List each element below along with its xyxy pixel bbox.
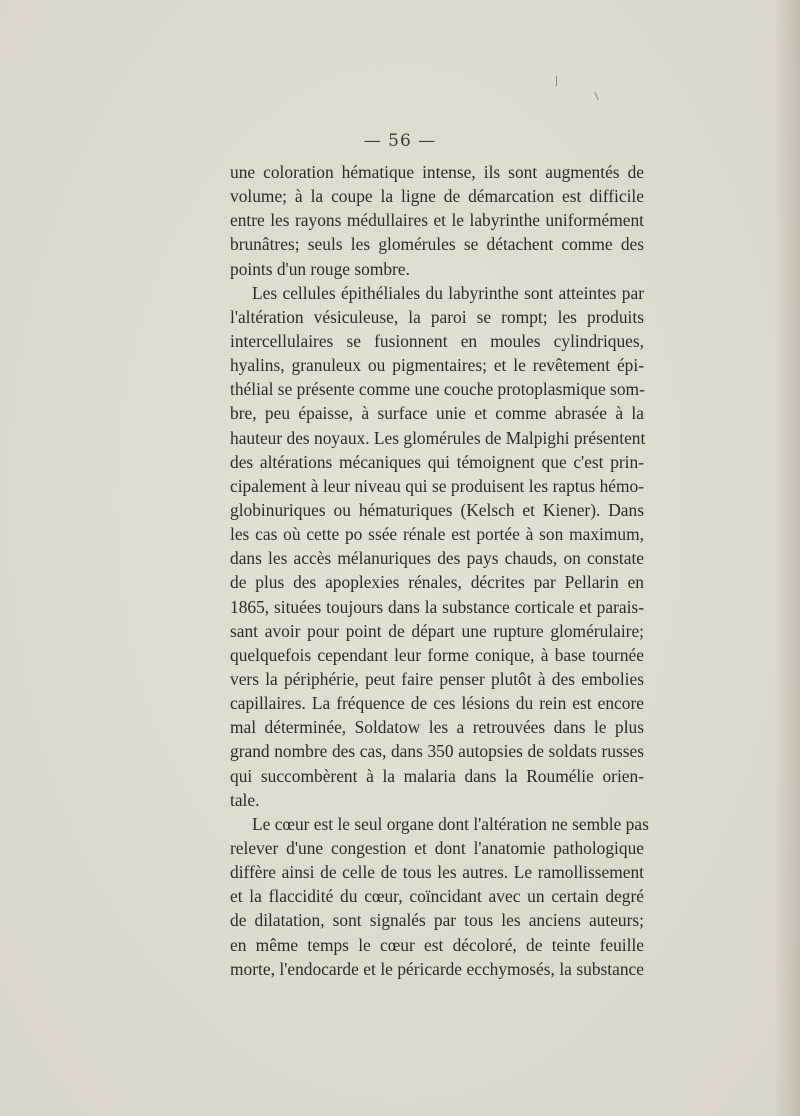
text-line: bre, peu épaisse, à surface unie et comme abrasée à la <box>230 403 644 424</box>
text-line: tale. <box>230 789 260 810</box>
text-line: globinuriques ou hématuriques (Kelsch et Kiener). Dans <box>230 499 644 520</box>
text-line: intercellulaires se fusionnent en moules cylindriques, <box>230 330 644 351</box>
text-line: points d'un rouge sombre. <box>230 258 410 279</box>
text-line: hyalins, granuleux ou pigmentaires; et le revêtement épi- <box>230 355 644 376</box>
text-line: et la flaccidité du cœur, coïncidant avec un certain degré <box>230 886 644 907</box>
text-line: les cas où cette po ssée rénale est portée à son maximum, <box>230 524 644 545</box>
text-line: de plus des apoplexies rénales, décrites par Pellarin en <box>230 572 644 593</box>
text-line: une coloration hématique intense, ils sont augmentés de <box>230 162 644 182</box>
text-line: de dilatation, sont signalés par tous les anciens auteurs; <box>230 910 644 931</box>
text-line: quelquefois cependant leur forme conique, à base tournée <box>230 644 644 665</box>
text-line: Les cellules épithéliales du labyrinthe sont atteintes par <box>252 282 644 303</box>
text-line: en même temps le cœur est décoloré, de teinte feuille <box>230 934 644 955</box>
text-line: diffère ainsi de celle de tous les autres. Le ramollissement <box>230 862 644 883</box>
page-number: — 56 — <box>363 131 437 151</box>
text-line: cipalement à leur niveau qui se produisent les raptus hémo- <box>230 475 644 496</box>
text-line: qui succombèrent à la malaria dans la Roumélie orien- <box>230 765 644 786</box>
text-line: mal déterminée, Soldatow les a retrouvées dans le plus <box>230 717 644 738</box>
text-line: des altérations mécaniques qui témoignent que c'est prin- <box>230 451 644 472</box>
text-line: morte, l'endocarde et le péricarde ecchymosés, la substance <box>230 958 644 979</box>
text-line: dans les accès mélanuriques des pays chauds, on constate <box>230 548 644 569</box>
text-line: hauteur des noyaux. Les glomérules de Malpighi présentent <box>230 427 646 448</box>
text-line: sant avoir pour point de départ une rupture glomérulaire; <box>230 620 644 641</box>
text-line: 1865, situées toujours dans la substance corticale et parais- <box>230 596 644 617</box>
text-line: brunâtres; seuls les glomérules se détachent comme des <box>230 234 644 255</box>
paper-speck <box>556 76 557 86</box>
text-line: vers la périphérie, peut faire penser plutôt à des embolies <box>230 668 644 689</box>
page-edge-shadow <box>774 0 800 1116</box>
text-line: relever d'une congestion et dont l'anatomie pathologique <box>230 837 644 858</box>
text-line: l'altération vésiculeuse, la paroi se rompt; les produits <box>230 306 644 327</box>
body-text <box>230 160 649 981</box>
text-line: capillaires. La fréquence de ces lésions du rein est encore <box>230 693 644 714</box>
text-line: grand nombre des cas, dans 350 autopsies de soldats russes <box>230 741 644 762</box>
text-line: volume; à la coupe la ligne de démarcation est difficile <box>230 186 644 207</box>
text-line: Le cœur est le seul organe dont l'altération ne semble pas <box>252 813 649 834</box>
text-line: thélial se présente comme une couche protoplasmique som- <box>230 379 645 400</box>
paper-speck <box>594 92 598 100</box>
text-line: entre les rayons médullaires et le labyrinthe uniformément <box>230 210 644 231</box>
